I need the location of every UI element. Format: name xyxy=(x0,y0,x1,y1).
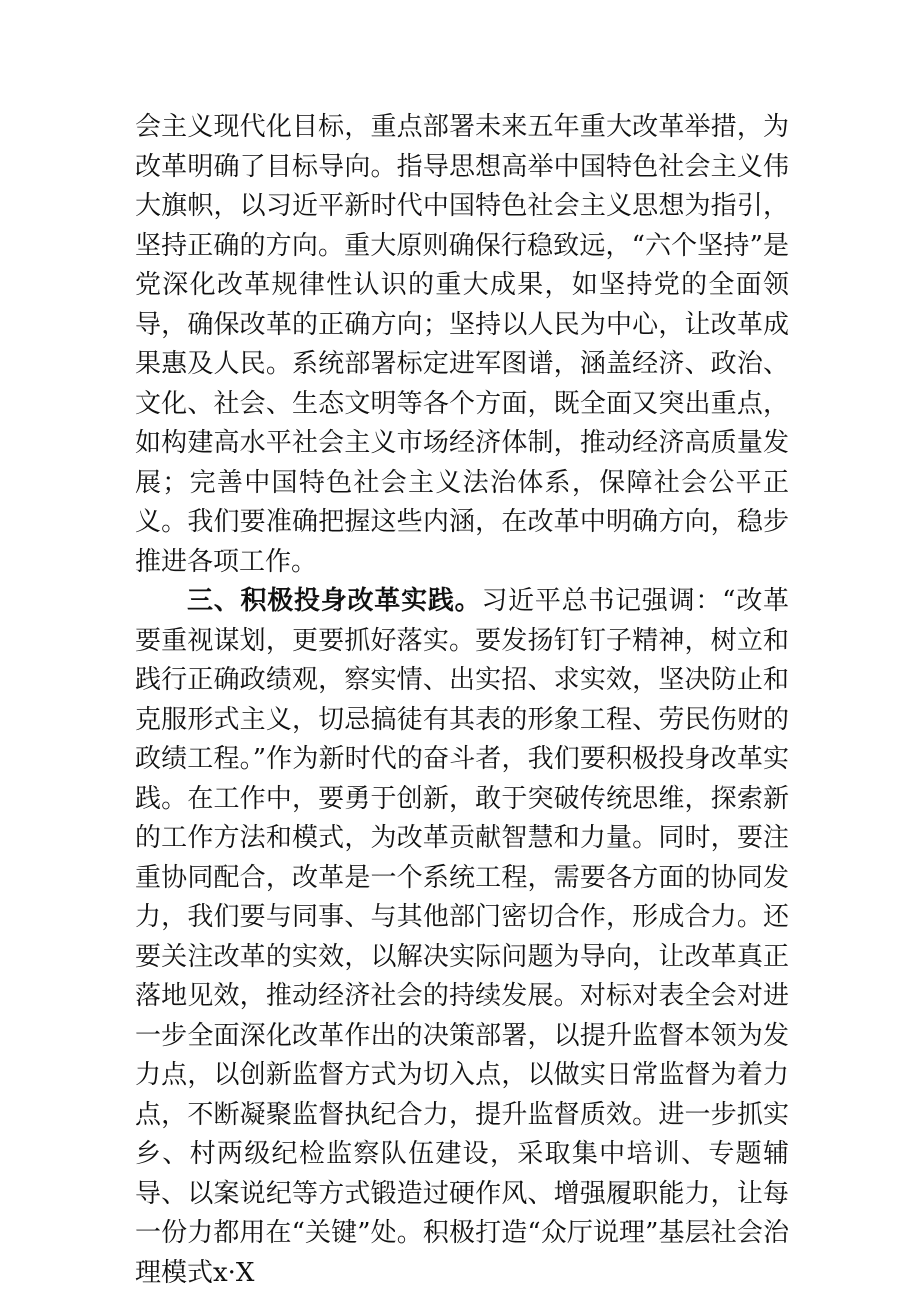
section-3-paragraph xyxy=(135,582,789,1293)
paragraph-1: 会主义现代化目标，重点部署未来五年重大改革举措，为改革明确了目标导向。指导思想高举中国特色社会主义伟大旗帜，以习近平新时代中国特色社会主义思想为指引，坚持正确的方向。重大原则确保行稳致远，“六个坚持”是党深化改革规律性认识的重大成果，如坚持党的全面领导，确保改革的正确方向；坚持以人民为中心，让改革成果惠及人民。系统部署标定进军图谱，涵盖经济、政治、文化、社会、生态文明等各个方面，既全面又突出重点，如构建高水平社会主义市场经济体制，推动经济高质量发展；完善中国特色社会主义法治体系，保障社会公平正义。我们要准确把握这些内涵，在改革中明确方向，稳步推进各项工作。 xyxy=(135,112,789,577)
section-3-body: 习近平总书记强调：“改革要重视谋划，更要抓好落实。要发扬钉钉子精神，树立和践行正确政绩观，察实情、出实招、求实效，坚决防止和克服形式主义，切忌搞徒有其表的形象工程、劳民伤财的政绩工程。”作为新时代的奋斗者，我们要积极投身改革实践。在工作中，要勇于创新，敢于突破传统思维，探索新的工作方法和模式，为改革贡献智慧和力量。同时，要注重协同配合，改革是一个系统工程，需要各方面的协同发力，我们要与同事、与其他部门密切合作，形成合力。还要关注改革的实效，以解决实际问题为导向，让改革真正落地见效，推动经济社会的持续发展。对标对表全会对进一步全面深化改革作出的决策部署，以提升监督本领为发力点，以创新监督方式为切入点，以做实日常监督为着力点，不断凝聚监督执纪合力，提升监督质效。进一步抓实乡、村两级纪检监察队伍建设，采取集中培训、专题辅导、以案说纪等方式锻造过硬作风、增强履职能力，让每一份力都用在“关键”处。积极打造“众厅说理”基层社会治理模式x·X xyxy=(135,586,789,1288)
document-page xyxy=(135,108,789,1293)
section-3-heading: 三、积极投身改革实践。 xyxy=(187,586,482,616)
